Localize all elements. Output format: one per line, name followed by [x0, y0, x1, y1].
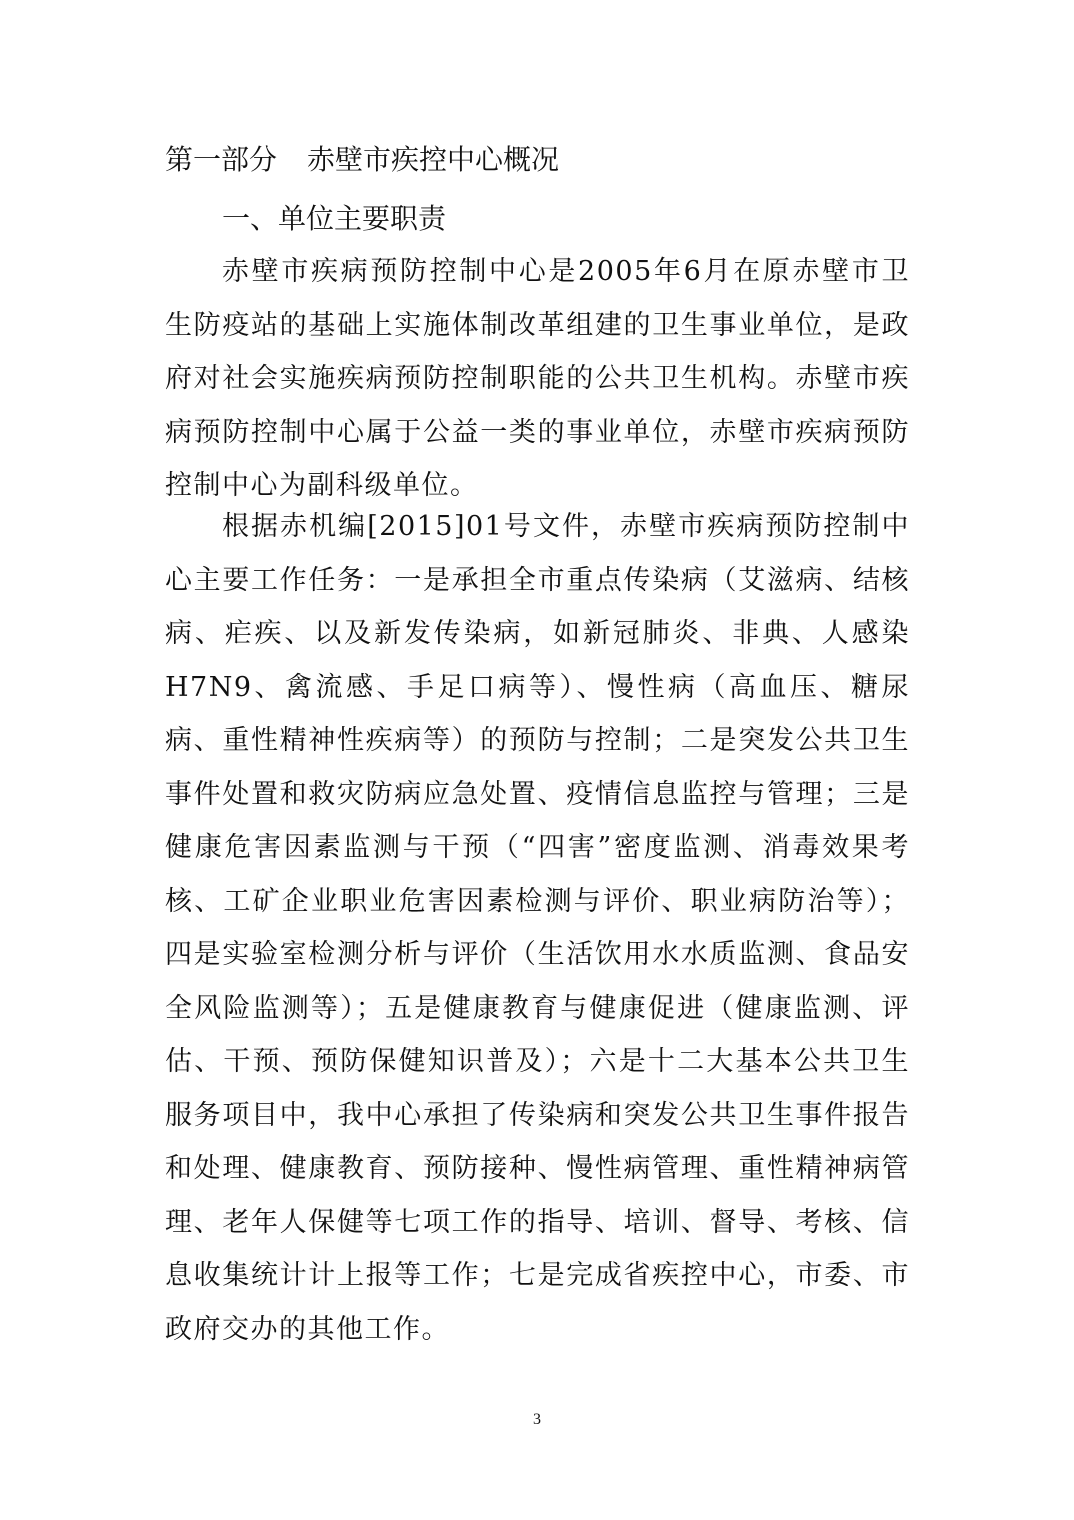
- page-number: 3: [533, 1411, 541, 1428]
- section-title: 一、单位主要职责: [222, 202, 447, 235]
- paragraph-main-tasks: 根据赤机编[2015]01号文件，赤壁市疾病预防控制中心主要工作任务：一是承担全市重点传染病（艾滋病、结核病、疟疾、以及新发传染病，如新冠肺炎、非典、人感染H7N9、禽流感、手足口病等）、慢性病（高血压、糖尿病、重性精神性疾病等）的预防与控制；二是突发公共卫生事件处置和救灾防病应急处置、疫情信息监控与管理；三是健康危害因素监测与干预（“四害”密度监测、消毒效果考核、工矿企业职业危害因素检测与评价、职业病防治等）；四是实验室检测分析与评价（生活饮用水水质监测、食品安全风险监测等）；五是健康教育与健康促进（健康监测、评估、干预、预防保健知识普及）；六是十二大基本公共卫生服务项目中，我中心承担了传染病和突发公共卫生事件报告和处理、健康教育、预防接种、慢性病管理、重性精神病管理、老年人保健等七项工作的指导、培训、督导、考核、信息收集统计计上报等工作；七是完成省疾控中心，市委、市政府交办的其他工作。: [165, 511, 910, 1345]
- part-title: [165, 138, 559, 182]
- paragraph-responsibilities-intro: 赤壁市疾病预防控制中心是2005年6月在原赤壁市卫生防疫站的基础上实施体制改革组建的卫生事业单位，是政府对社会实施疾病预防控制职能的公共卫生机构。赤壁市疾病预防控制中心属于公益一类的事业单位，赤壁市疾病预防控制中心为副科级单位。: [165, 256, 910, 501]
- part-label: 第一部分: [165, 143, 278, 176]
- part-name: 赤壁市疾控中心概况: [307, 143, 560, 176]
